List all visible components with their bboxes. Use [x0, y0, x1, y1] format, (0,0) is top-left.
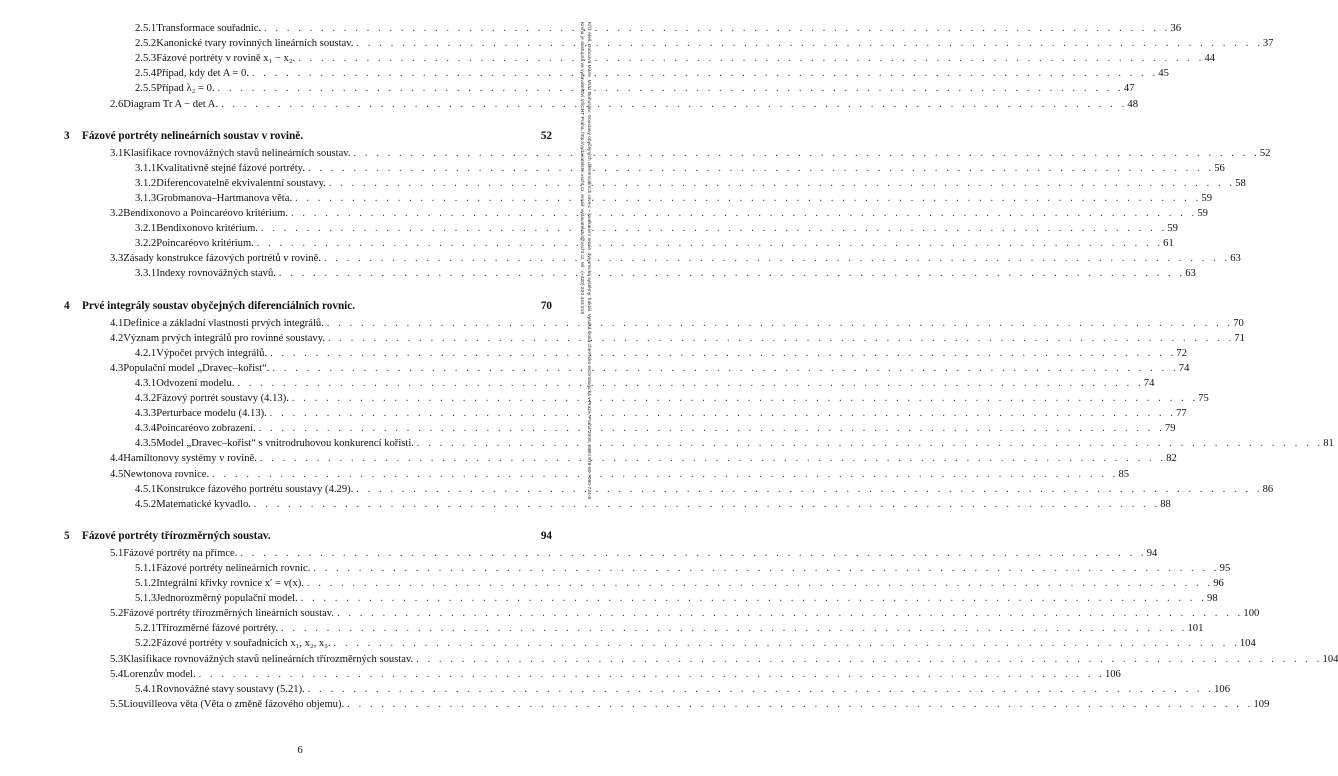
- toc-leader-dots: . . . . . . . . . . . . . . . . . . . . . . . . . . . . . . . . . . . . . . . . . . . . . . . . . . . . . . . . . . . . . . . . . . . . . . . . . . . . . . . .: [298, 53, 1205, 65]
- toc-entry-title: Fázové portréty v souřadnicích x₁, x₂, x₃.: [156, 637, 333, 650]
- toc-entry-title: Bendixonovo kritérium.: [156, 222, 261, 235]
- toc-entry-title: Klasifikace rovnovážných stavů nelineárních třírozměrných soustav.: [123, 653, 416, 666]
- toc-leader-dots: . . . . . . . . . . . . . . . . . . . . . . . . . . . . . . . . . . . . . . . . . . . . . . . . . . . . . . . . . . . . . . . . . . . . . . . . . . . . . . . .: [326, 317, 1234, 329]
- toc-entry-number: 4.3.4: [135, 423, 157, 435]
- toc-entry-number: 2.5.5: [135, 83, 157, 95]
- toc-entry-page: 85: [1118, 468, 1130, 480]
- toc-entry-number: 2.5.3: [135, 53, 157, 65]
- toc-entry-page: 98: [1207, 593, 1218, 605]
- toc-entry-title: Fázové portréty třírozměrných lineárních soustav.: [123, 607, 337, 620]
- toc-entry: [110, 653, 1338, 666]
- toc-entry-number: 4.3.1: [135, 377, 157, 389]
- toc-entry-number: 3.1.1: [135, 162, 157, 174]
- toc-entry-page: 77: [1176, 408, 1187, 420]
- toc-entry-title: Výpočet prvých integrálů.: [156, 347, 270, 360]
- toc-entry-page: 56: [1214, 162, 1225, 174]
- toc-leader-dots: . . . . . . . . . . . . . . . . . . . . . . . . . . . . . . . . . . . . . . . . . . . . . . . . . . . . . . . . . . . . . . . . . . . . . . . . . . . . . . . .: [221, 98, 1128, 110]
- toc-entry-page: 104: [1239, 638, 1256, 650]
- toc-entry-title: Grobmanova–Hartmanova věta.: [156, 192, 295, 205]
- toc-entry: [135, 347, 1187, 360]
- toc-entry-title: Fázové portréty nelineárních rovnic.: [156, 562, 313, 575]
- toc-leader-dots: . . . . . . . . . . . . . . . . . . . . . . . . . . . . . . . . . . . . . . . . . . . . . . . . . . . . . . . . . . . . . . . . . . . . . . . . . . . . . . . .: [291, 208, 1198, 219]
- toc-leader-dots: . . . . . . . . . . . . . . . . . . . . . . . . . . . . . . . . . . . . . . . . . . . . . . . . . . . . . . . . . . . . . . . . . . . . . . . . . . . . . . . .: [259, 453, 1167, 465]
- toc-entry: [135, 637, 1256, 650]
- toc-entry-page: 94: [526, 530, 552, 543]
- toc-leader-dots: . . . . . . . . . . . . . . . . . . . . . . . . . . . . . . . . . . . . . . . . . . . . . . . . . . . . . . . . . . . . . . . . . . . . . . . . . . . . . . . .: [416, 438, 1324, 450]
- toc-leader-dots: . . . . . . . . . . . . . . . . . . . . . . . . . . . . . . . . . . . . . . . . . . . . . . . . . . . . . . . . . . . . . . . . . . . . . . . . . . . . . . . .: [307, 683, 1215, 695]
- toc-entry: [110, 668, 1121, 681]
- toc-entry-number: 5.1.3: [135, 593, 157, 605]
- toc-leader-dots: . . . . . . . . . . . . . . . . . . . . . . . . . . . . . . . . . . . . . . . . . . . . . . . . . . . . . . . . . . . . . . . . . . . . . . . . . . . . . . . .: [212, 468, 1119, 480]
- toc-entry-page: 106: [1214, 683, 1230, 695]
- toc-entry: [110, 607, 1260, 620]
- toc-leader-dots: . . . . . . . . . . . . . . . . . . . . . . . . . . . . . . . . . . . . . . . . . . . . . . . . . . . . . . . . . . . . . . . . . . . . . . . . . . . . . . . .: [327, 332, 1235, 344]
- toc-entry-number: 4: [64, 299, 70, 312]
- toc-entry-title: Případ, kdy det A = 0.: [156, 67, 252, 80]
- toc-entry-title: Fázové portréty na přímce.: [123, 547, 240, 560]
- toc-entry: [135, 422, 1176, 435]
- toc-entry-number: 5: [64, 529, 70, 542]
- toc-entry: [135, 577, 1224, 590]
- toc-entry-number: 4.2.1: [135, 347, 157, 359]
- toc-entry-number: 3.3.1: [135, 268, 157, 280]
- toc-entry-title: Fázové portréty nelineárních soustav v rovině.: [82, 130, 526, 143]
- toc-entry-title: Perturbace modelu (4.13).: [156, 407, 270, 420]
- toc-entry-page: 109: [1253, 698, 1270, 710]
- toc-entry-title: Význam prvých integrálů pro rovinné soustavy.: [123, 332, 328, 345]
- toc-entry-title: Fázové portréty v rovině x₁ − x₂.: [156, 52, 298, 65]
- toc-entry-number: 3.2.2: [135, 238, 157, 250]
- toc-entry-number: 3.2.1: [135, 223, 157, 235]
- toc-leader-dots: . . . . . . . . . . . . . . . . . . . . . . . . . . . . . . . . . . . . . . . . . . . . . . . . . . . . . . . . . . . . . . . . . . . . . . . . . . . . . . . .: [416, 653, 1323, 665]
- toc-leader-dots: . . . . . . . . . . . . . . . . . . . . . . . . . . . . . . . . . . . . . . . . . . . . . . . . . . . . . . . . . . . . . . . . . . . . . . . . . . . . . . . .: [313, 562, 1220, 574]
- toc-entry-page: 70: [526, 300, 552, 313]
- toc-entry: [110, 362, 1190, 375]
- toc-entry-title: Lorenzův model.: [123, 668, 198, 681]
- toc-entry-page: 36: [1170, 23, 1182, 34]
- toc-entry-page: 71: [1234, 332, 1245, 344]
- toc-leader-dots: . . . . . . . . . . . . . . . . . . . . . . . . . . . . . . . . . . . . . . . . . . . . . . . . . . . . . . . . . . . . . . . . . . . . . . . . . . . . . . . .: [237, 377, 1144, 389]
- toc-entry-page: 72: [1176, 347, 1187, 359]
- toc-entry-title: Liouvilleova věta (Věta o změně fázového objemu).: [123, 698, 347, 711]
- toc-entry: [135, 498, 1171, 511]
- toc-entry: [135, 162, 1225, 175]
- toc-entry: [135, 407, 1187, 420]
- side-citation-line-2: Kniha je dostupná ve vydavatelství VŠCHT Praha, http://vydavatelstvi.vscht.cz, email: vydavatelstvi@vscht.cz, tel.: (+420) 220 443 218: [579, 22, 584, 315]
- toc-entry-title: Definice a základní vlastnosti prvých integrálů.: [123, 317, 327, 330]
- toc-entry-title: Klasifikace rovnovážných stavů nelineárních soustav.: [123, 147, 353, 160]
- toc-entry-page: 58: [1235, 177, 1246, 189]
- toc-entry-page: 70: [1233, 317, 1244, 329]
- toc-chapter: [64, 530, 552, 543]
- toc-entry-title: Hamiltonovy systémy v rovině.: [123, 452, 260, 465]
- toc-entry: [135, 377, 1155, 390]
- toc-entry-page: 48: [1127, 98, 1139, 110]
- toc-entry-title: Prvé integrály soustav obyčejných diferenciálních rovnic.: [82, 300, 526, 313]
- toc-leader-dots: . . . . . . . . . . . . . . . . . . . . . . . . . . . . . . . . . . . . . . . . . . . . . . . . . . . . . . . . . . . . . . . . . . . . . . . . . . . . . . . .: [198, 668, 1105, 680]
- toc-leader-dots: . . . . . . . . . . . . . . . . . . . . . . . . . . . . . . . . . . . . . . . . . . . . . . . . . . . . . . . . . . . . . . . . . . . . . . . . . . . . . . . .: [337, 608, 1244, 620]
- toc-entry-page: 104: [1322, 653, 1338, 665]
- toc-leader-dots: . . . . . . . . . . . . . . . . . . . . . . . . . . . . . . . . . . . . . . . . . . . . . . . . . . . . . . . . . . . . . . . . . . . . . . . . . . . . . . . .: [264, 23, 1171, 34]
- toc-leader-dots: . . . . . . . . . . . . . . . . . . . . . . . . . . . . . . . . . . . . . . . . . . . . . . . . . . . . . . . . . . . . . . . . . . . . . . . . . . . . . . . .: [270, 347, 1177, 359]
- toc-entry: [135, 22, 1182, 35]
- toc-entry-page: 100: [1243, 608, 1260, 620]
- toc-entry-number: 4.1: [110, 317, 124, 329]
- toc-entry-number: 2.5.4: [135, 68, 157, 80]
- toc-entry-page: 44: [1204, 53, 1216, 65]
- toc-entry-number: 3.1.2: [135, 177, 157, 189]
- toc-entry-page: 101: [1187, 623, 1204, 635]
- toc-entry-page: 63: [1185, 268, 1196, 280]
- toc-leader-dots: . . . . . . . . . . . . . . . . . . . . . . . . . . . . . . . . . . . . . . . . . . . . . . . . . . . . . . . . . . . . . . . . . . . . . . . . . . . . . . . .: [353, 147, 1260, 159]
- toc-entry: [135, 222, 1178, 235]
- toc-entry: [110, 252, 1241, 265]
- toc-entry-number: 4.3: [110, 362, 124, 374]
- toc-entry-title: Kanonické tvary rovinných lineárních soustav.: [156, 37, 356, 50]
- toc-entry-title: Indexy rovnovážných stavů.: [156, 267, 279, 280]
- toc-entry: [135, 622, 1204, 635]
- toc-entry-number: 5.5: [110, 698, 124, 710]
- toc-entry-title: Kvalitativně stejné fázové portréty.: [156, 162, 308, 175]
- toc-entry-title: Model „Dravec–kořist“ s vnitrodruhovou konkurencí kořisti.: [156, 437, 417, 450]
- toc-entry-title: Rovnovážné stavy soustavy (5.21).: [156, 683, 308, 696]
- toc-entry-title: Matematické kyvadlo.: [156, 498, 254, 511]
- toc-entry-title: Poincaréovo zobrazení.: [156, 422, 258, 435]
- toc-leader-dots: . . . . . . . . . . . . . . . . . . . . . . . . . . . . . . . . . . . . . . . . . . . . . . . . . . . . . . . . . . . . . . . . . . . . . . . . . . . . . . . .: [291, 393, 1199, 404]
- page-number: 6: [297, 745, 303, 756]
- toc-entry-number: 3.3: [110, 253, 124, 265]
- toc-entry: [135, 177, 1246, 190]
- toc-entry: [135, 683, 1230, 696]
- toc-entry: [135, 52, 1216, 65]
- toc-entry-page: 81: [1323, 438, 1334, 450]
- toc-entry-title: Poincaréovo kritérium.: [156, 237, 257, 250]
- toc-chapter: [64, 130, 552, 143]
- toc-entry: [110, 147, 1271, 160]
- toc-entry-title: Fázový portrét soustavy (4.13).: [156, 392, 292, 405]
- toc-entry-title: Jednorozměrný populační model.: [156, 592, 301, 605]
- toc-entry: [135, 82, 1135, 95]
- toc-entry-page: 37: [1262, 38, 1274, 50]
- toc-leader-dots: . . . . . . . . . . . . . . . . . . . . . . . . . . . . . . . . . . . . . . . . . . . . . . . . . . . . . . . . . . . . . . . . . . . . . . . . . . . . . . . .: [258, 423, 1165, 435]
- toc-entry-title: Případ λ₂ = 0.: [156, 82, 217, 95]
- toc-entry-page: 59: [1167, 223, 1178, 235]
- toc-entry: [110, 332, 1245, 345]
- toc-entry-number: 4.5.2: [135, 498, 157, 510]
- toc-entry-number: 2.5.1: [135, 23, 157, 34]
- toc-entry-page: 74: [1178, 362, 1190, 374]
- toc-leader-dots: . . . . . . . . . . . . . . . . . . . . . . . . . . . . . . . . . . . . . . . . . . . . . . . . . . . . . . . . . . . . . . . . . . . . . . . . . . . . . . . .: [356, 483, 1263, 495]
- toc-entry-page: 52: [526, 130, 552, 143]
- toc-entry-number: 3.1: [110, 147, 124, 159]
- toc-entry-title: Transformace souřadnic.: [156, 22, 264, 35]
- toc-leader-dots: . . . . . . . . . . . . . . . . . . . . . . . . . . . . . . . . . . . . . . . . . . . . . . . . . . . . . . . . . . . . . . . . . . . . . . . . . . . . . . . .: [261, 223, 1168, 235]
- toc-entry-number: 4.2: [110, 332, 124, 344]
- toc-entry: [135, 592, 1218, 605]
- toc-entry-number: 5.4.1: [135, 683, 157, 695]
- toc-entry-number: 4.3.5: [135, 438, 157, 450]
- toc-entry-number: 2.6: [110, 98, 124, 110]
- toc-leader-dots: . . . . . . . . . . . . . . . . . . . . . . . . . . . . . . . . . . . . . . . . . . . . . . . . . . . . . . . . . . . . . . . . . . . . . . . . . . . . . . . .: [333, 638, 1240, 650]
- toc-entry-page: 52: [1259, 147, 1271, 159]
- toc-entry-title: Fázové portréty třírozměrných soustav.: [82, 530, 526, 543]
- toc-entry-number: 4.3.2: [135, 393, 157, 404]
- toc-entry-page: 61: [1163, 238, 1174, 250]
- toc-entry-page: 74: [1143, 377, 1155, 389]
- toc-leader-dots: . . . . . . . . . . . . . . . . . . . . . . . . . . . . . . . . . . . . . . . . . . . . . . . . . . . . . . . . . . . . . . . . . . . . . . . . . . . . . . . .: [240, 547, 1147, 559]
- toc-entry-number: 5.2: [110, 608, 124, 620]
- toc-leader-dots: . . . . . . . . . . . . . . . . . . . . . . . . . . . . . . . . . . . . . . . . . . . . . . . . . . . . . . . . . . . . . . . . . . . . . . . . . . . . . . . .: [256, 238, 1164, 250]
- toc-entry-number: 4.5.1: [135, 483, 157, 495]
- toc-entry-number: 3.2: [110, 208, 124, 219]
- toc-entry-page: 79: [1164, 423, 1176, 435]
- toc-entry: [135, 437, 1334, 450]
- toc-entry: [135, 392, 1209, 405]
- toc-entry: [110, 698, 1270, 711]
- toc-entry: [135, 267, 1196, 280]
- toc-entry-page: 82: [1166, 453, 1177, 465]
- toc-entry-number: 5.2.1: [135, 623, 157, 635]
- toc-entry-number: 3: [64, 129, 70, 142]
- toc-entry-page: 75: [1198, 393, 1209, 404]
- toc-entry-title: Integrální křivky rovnice x′ = v(x).: [156, 577, 307, 590]
- toc-entry-title: Odvození modelu.: [156, 377, 237, 390]
- toc-leader-dots: . . . . . . . . . . . . . . . . . . . . . . . . . . . . . . . . . . . . . . . . . . . . . . . . . . . . . . . . . . . . . . . . . . . . . . . . . . . . . . . .: [217, 83, 1124, 95]
- toc-entry-number: 5.4: [110, 668, 124, 680]
- toc-entry-page: 47: [1123, 83, 1135, 95]
- toc-entry-page: 96: [1213, 578, 1224, 589]
- toc-entry-page: 45: [1158, 68, 1169, 80]
- side-citation-line-1: Kříž Aleš, Dubcová Marie, Mráz Bohuslav: Soustavy obyčejných diferenciálních rovnic – kvalitativní teorie, dynamické systémy, fraktál. Vysoká škola chemicko-technologická v Praze, Praha 2009, ISBN 978-80-7080-724-8: [586, 22, 591, 500]
- toc-entry-number: 5.2.2: [135, 638, 157, 650]
- toc-entry: [110, 317, 1244, 330]
- toc-entry-number: 4.3.3: [135, 408, 157, 420]
- toc-leader-dots: . . . . . . . . . . . . . . . . . . . . . . . . . . . . . . . . . . . . . . . . . . . . . . . . . . . . . . . . . . . . . . . . . . . . . . . . . . . . . . . .: [307, 162, 1215, 174]
- toc-entry-number: 2.5.2: [135, 38, 157, 50]
- toc-entry-number: 5.1.1: [135, 562, 157, 574]
- toc-leader-dots: . . . . . . . . . . . . . . . . . . . . . . . . . . . . . . . . . . . . . . . . . . . . . . . . . . . . . . . . . . . . . . . . . . . . . . . . . . . . . . . .: [306, 578, 1214, 589]
- toc-leader-dots: . . . . . . . . . . . . . . . . . . . . . . . . . . . . . . . . . . . . . . . . . . . . . . . . . . . . . . . . . . . . . . . . . . . . . . . . . . . . . . . .: [295, 192, 1202, 204]
- toc-entry: [135, 192, 1212, 205]
- toc-entry-page: 59: [1197, 208, 1208, 219]
- toc-entry-title: Třírozměrné fázové portréty.: [156, 622, 281, 635]
- toc-entry: [110, 452, 1177, 465]
- toc-entry-title: Konstrukce fázového portrétu soustavy (4.29).: [156, 483, 356, 496]
- toc-entry: [135, 237, 1174, 250]
- toc-entry-number: 4.5: [110, 468, 124, 480]
- toc-leader-dots: . . . . . . . . . . . . . . . . . . . . . . . . . . . . . . . . . . . . . . . . . . . . . . . . . . . . . . . . . . . . . . . . . . . . . . . . . . . . . . . .: [323, 253, 1231, 265]
- toc-entry: [110, 98, 1139, 111]
- toc-entry-page: 63: [1230, 253, 1241, 265]
- toc-entry-page: 88: [1160, 498, 1171, 510]
- toc-entry: [135, 67, 1169, 80]
- toc-entry: [135, 562, 1231, 575]
- toc-entry-title: Bendixonovo a Poincaréovo kritérium.: [123, 207, 291, 220]
- toc-entry-title: Newtonova rovnice.: [123, 468, 212, 481]
- toc-entry-title: Populační model „Dravec–kořist“.: [123, 362, 272, 375]
- toc-entry-page: 86: [1262, 483, 1274, 495]
- toc-chapter: [64, 300, 552, 313]
- toc-entry-title: Zásady konstrukce fázových portrétů v rovině.: [123, 252, 324, 265]
- toc-leader-dots: . . . . . . . . . . . . . . . . . . . . . . . . . . . . . . . . . . . . . . . . . . . . . . . . . . . . . . . . . . . . . . . . . . . . . . . . . . . . . . . .: [300, 593, 1208, 605]
- toc-entry: [110, 207, 1208, 220]
- toc-entry-number: 3.1.3: [135, 192, 157, 204]
- toc-entry-page: 95: [1219, 562, 1231, 574]
- toc-entry-number: 5.1.2: [135, 578, 157, 589]
- toc-leader-dots: . . . . . . . . . . . . . . . . . . . . . . . . . . . . . . . . . . . . . . . . . . . . . . . . . . . . . . . . . . . . . . . . . . . . . . . . . . . . . . . .: [269, 408, 1177, 420]
- toc-leader-dots: . . . . . . . . . . . . . . . . . . . . . . . . . . . . . . . . . . . . . . . . . . . . . . . . . . . . . . . . . . . . . . . . . . . . . . . . . . . . . . . .: [328, 177, 1236, 189]
- toc-entry-page: 106: [1104, 668, 1121, 680]
- toc-leader-dots: . . . . . . . . . . . . . . . . . . . . . . . . . . . . . . . . . . . . . . . . . . . . . . . . . . . . . . . . . . . . . . . . . . . . . . . . . . . . . . . .: [278, 268, 1186, 280]
- toc-entry-number: 4.4: [110, 453, 124, 465]
- toc-entry-page: 59: [1201, 192, 1212, 204]
- toc-leader-dots: . . . . . . . . . . . . . . . . . . . . . . . . . . . . . . . . . . . . . . . . . . . . . . . . . . . . . . . . . . . . . . . . . . . . . . . . . . . . . . . .: [253, 498, 1161, 510]
- toc-entry-title: Diferencovatelně ekvivalentní soustavy.: [156, 177, 329, 190]
- toc-entry: [135, 37, 1274, 50]
- toc-leader-dots: . . . . . . . . . . . . . . . . . . . . . . . . . . . . . . . . . . . . . . . . . . . . . . . . . . . . . . . . . . . . . . . . . . . . . . . . . . . . . . . .: [272, 362, 1179, 374]
- toc-entry: [110, 468, 1130, 481]
- toc-leader-dots: . . . . . . . . . . . . . . . . . . . . . . . . . . . . . . . . . . . . . . . . . . . . . . . . . . . . . . . . . . . . . . . . . . . . . . . . . . . . . . . .: [251, 68, 1159, 80]
- toc-entry-number: 5.1: [110, 547, 124, 559]
- toc-entry-number: 5.3: [110, 653, 124, 665]
- toc-entry-page: 94: [1146, 547, 1158, 559]
- toc-entry-title: Diagram Tr A − det A.: [123, 98, 221, 111]
- toc-leader-dots: . . . . . . . . . . . . . . . . . . . . . . . . . . . . . . . . . . . . . . . . . . . . . . . . . . . . . . . . . . . . . . . . . . . . . . . . . . . . . . . .: [281, 623, 1188, 635]
- toc-leader-dots: . . . . . . . . . . . . . . . . . . . . . . . . . . . . . . . . . . . . . . . . . . . . . . . . . . . . . . . . . . . . . . . . . . . . . . . . . . . . . . . .: [356, 38, 1263, 50]
- toc-leader-dots: . . . . . . . . . . . . . . . . . . . . . . . . . . . . . . . . . . . . . . . . . . . . . . . . . . . . . . . . . . . . . . . . . . . . . . . . . . . . . . . .: [347, 698, 1254, 710]
- toc-entry: [135, 483, 1274, 496]
- toc-entry: [110, 547, 1158, 560]
- side-citation: [568, 22, 592, 762]
